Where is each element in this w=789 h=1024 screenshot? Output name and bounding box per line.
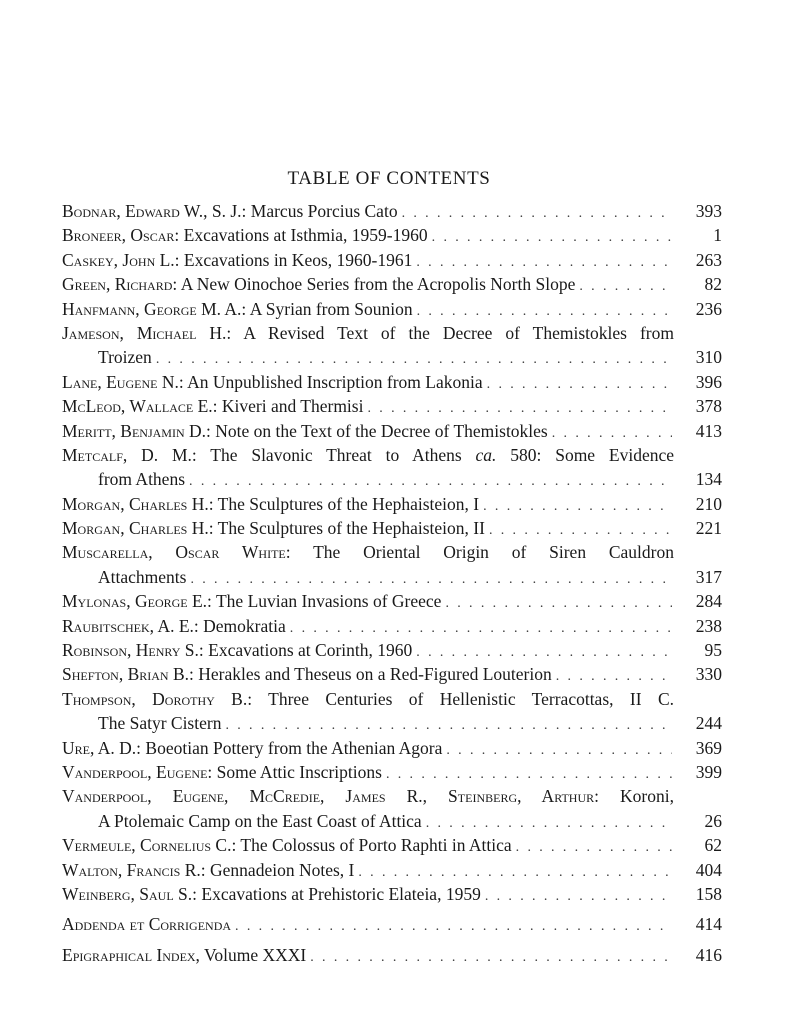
- toc-entry: [62, 589, 722, 613]
- toc-entry: [62, 882, 722, 906]
- entry-author: Weinberg, Saul S.:: [62, 883, 198, 904]
- entry-title-continued: from Athens: [98, 469, 186, 490]
- toc-entry-addenda: [62, 912, 722, 936]
- toc-entry: [62, 614, 722, 638]
- toc-entry: [62, 760, 722, 784]
- entry-page: 210: [695, 493, 722, 514]
- entry-author: Bodnar, Edward W., S. J.:: [62, 201, 247, 221]
- entry-title: Marcus Porcius Cato: [250, 201, 398, 221]
- entry-author: Metcalf, D. M.:: [62, 444, 197, 465]
- entry-title: Gennadeion Notes, I: [210, 859, 355, 880]
- entry-title: Koroni,: [620, 786, 674, 807]
- entry-title: Herakles and Theseus on a Red-Figured Louterion: [198, 664, 552, 685]
- entry-page: 158: [695, 883, 722, 904]
- toc-entry: [62, 858, 722, 882]
- toc-entry: [62, 784, 722, 833]
- entry-page: 369: [695, 737, 722, 758]
- entry-page: 62: [704, 835, 722, 856]
- dot-leader: [310, 946, 672, 970]
- entry-author: Caskey, John L.:: [62, 249, 180, 270]
- toc-entry: [62, 248, 722, 272]
- entry-title: Excavations at Corinth, 1960: [208, 640, 413, 661]
- entry-title-italic: ca.: [475, 444, 497, 465]
- entry-title-continued: Troizen: [98, 347, 152, 368]
- entry-title: A Revised Text of the Decree of Themistokles from: [243, 322, 674, 343]
- entry-title: Demokratia: [203, 615, 286, 636]
- entry-page: 413: [695, 420, 722, 441]
- toc-entry: [62, 443, 722, 492]
- entry-page: 134: [695, 469, 722, 490]
- entry-title-continued: The Satyr Cistern: [98, 713, 222, 734]
- toc-entry: [62, 492, 722, 516]
- entry-page: 399: [695, 761, 722, 782]
- toc-entry: [62, 833, 722, 857]
- entry-author: Lane, Eugene N.:: [62, 371, 184, 392]
- entry-title-continued: A Ptolemaic Camp on the East Coast of Attica: [98, 810, 422, 831]
- entry-page: 317: [695, 566, 722, 587]
- entry-label: Addenda et Corrigenda: [62, 914, 232, 935]
- entry-page: 404: [695, 859, 722, 880]
- toc-entry: [62, 199, 722, 223]
- entry-page: 310: [695, 347, 722, 368]
- entry-author: McLeod, Wallace E.:: [62, 396, 218, 417]
- entry-title-rest: 580: Some Evidence: [510, 444, 675, 465]
- entry-title: The Slavonic Threat to Athens: [210, 444, 462, 465]
- entry-title: Boeotian Pottery from the Athenian Agora: [145, 737, 443, 758]
- entry-author: Vanderpool, Eugene:: [62, 761, 213, 782]
- entry-page: 238: [695, 615, 722, 636]
- entry-title: Kiveri and Thermisi: [221, 396, 364, 417]
- entry-author: Muscarella, Oscar White:: [62, 542, 291, 563]
- toc-list: [62, 199, 722, 967]
- entry-page: 393: [695, 201, 722, 221]
- entry-page: 284: [695, 591, 722, 612]
- dot-leader: [235, 915, 672, 939]
- entry-title: The Colossus of Porto Raphti in Attica: [240, 835, 512, 856]
- entry-page: 236: [695, 298, 722, 319]
- entry-author: Ure, A. D.:: [62, 737, 142, 758]
- dot-leader: [485, 885, 672, 909]
- entry-author: Shefton, Brian B.:: [62, 664, 194, 685]
- entry-title: A New Oinochoe Series from the Acropolis North Slope: [180, 274, 576, 295]
- entry-page: 221: [695, 518, 722, 539]
- entry-author: Jameson, Michael H.:: [62, 322, 232, 343]
- entry-author: Green, Richard:: [62, 274, 178, 295]
- entry-title: Excavations at Isthmia, 1959-1960: [183, 225, 428, 246]
- entry-title: The Sculptures of the Hephaisteion, I: [217, 493, 480, 514]
- entry-author: Broneer, Oscar:: [62, 225, 180, 246]
- toc-entry: [62, 394, 722, 418]
- entry-title: Excavations in Keos, 1960-1961: [183, 249, 413, 270]
- entry-title: Note on the Text of the Decree of Themistokles: [215, 420, 548, 441]
- entry-author: Thompson, Dorothy B.:: [62, 688, 253, 709]
- entry-title-continued: Attachments: [98, 566, 187, 587]
- entry-page: 378: [695, 396, 722, 417]
- entry-author: Morgan, Charles H.:: [62, 493, 214, 514]
- entry-title: An Unpublished Inscription from Lakonia: [187, 371, 483, 392]
- entry-page: 244: [695, 713, 722, 734]
- entry-title: Some Attic Inscriptions: [216, 761, 382, 782]
- entry-title: A Syrian from Sounion: [249, 298, 413, 319]
- entry-author: Vanderpool, Eugene, McCredie, James R., Steinberg, Arthur:: [62, 786, 600, 807]
- entry-title: The Sculptures of the Hephaisteion, II: [217, 518, 485, 539]
- toc-entry: [62, 516, 722, 540]
- toc-entry: [62, 687, 722, 736]
- toc-entry: [62, 662, 722, 686]
- toc-entry: [62, 419, 722, 443]
- entry-author: Hanfmann, George M. A.:: [62, 298, 247, 319]
- entry-label-volume: Volume XXXI: [204, 944, 307, 965]
- page-title: TABLE OF CONTENTS: [287, 168, 491, 189]
- entry-page: 1: [713, 225, 722, 246]
- entry-page: 330: [695, 664, 722, 685]
- toc-entry: [62, 297, 722, 321]
- entry-page: 414: [695, 914, 722, 935]
- entry-page: 95: [704, 640, 722, 661]
- entry-label: Epigraphical Index,: [62, 944, 200, 965]
- entry-author: Raubitschek, A. E.:: [62, 615, 199, 636]
- entry-author: Meritt, Benjamin D.:: [62, 420, 211, 441]
- toc-entry: [62, 540, 722, 589]
- entry-author: Mylonas, George E.:: [62, 591, 212, 612]
- entry-page: 416: [695, 944, 722, 965]
- entry-page: 396: [695, 371, 722, 392]
- entry-author: Morgan, Charles H.:: [62, 518, 214, 539]
- toc-entry: [62, 272, 722, 296]
- entry-author: Vermeule, Cornelius C.:: [62, 835, 237, 856]
- entry-author: Robinson, Henry S.:: [62, 640, 204, 661]
- entry-title: Three Centuries of Hellenistic Terracottas, II C.: [268, 688, 674, 709]
- entry-page: 263: [695, 249, 722, 270]
- entry-title: The Luvian Invasions of Greece: [215, 591, 442, 612]
- toc-entry: [62, 638, 722, 662]
- entry-page: 82: [704, 274, 722, 295]
- entry-title: The Oriental Origin of Siren Cauldron: [313, 542, 674, 563]
- entry-page: 26: [704, 810, 722, 831]
- toc-entry: [62, 736, 722, 760]
- entry-author: Walton, Francis R.:: [62, 859, 206, 880]
- toc-entry: [62, 370, 722, 394]
- toc-entry: [62, 321, 722, 370]
- entry-title: Excavations at Prehistoric Elateia, 1959: [201, 883, 481, 904]
- toc-entry: [62, 223, 722, 247]
- toc-entry-index: [62, 943, 722, 967]
